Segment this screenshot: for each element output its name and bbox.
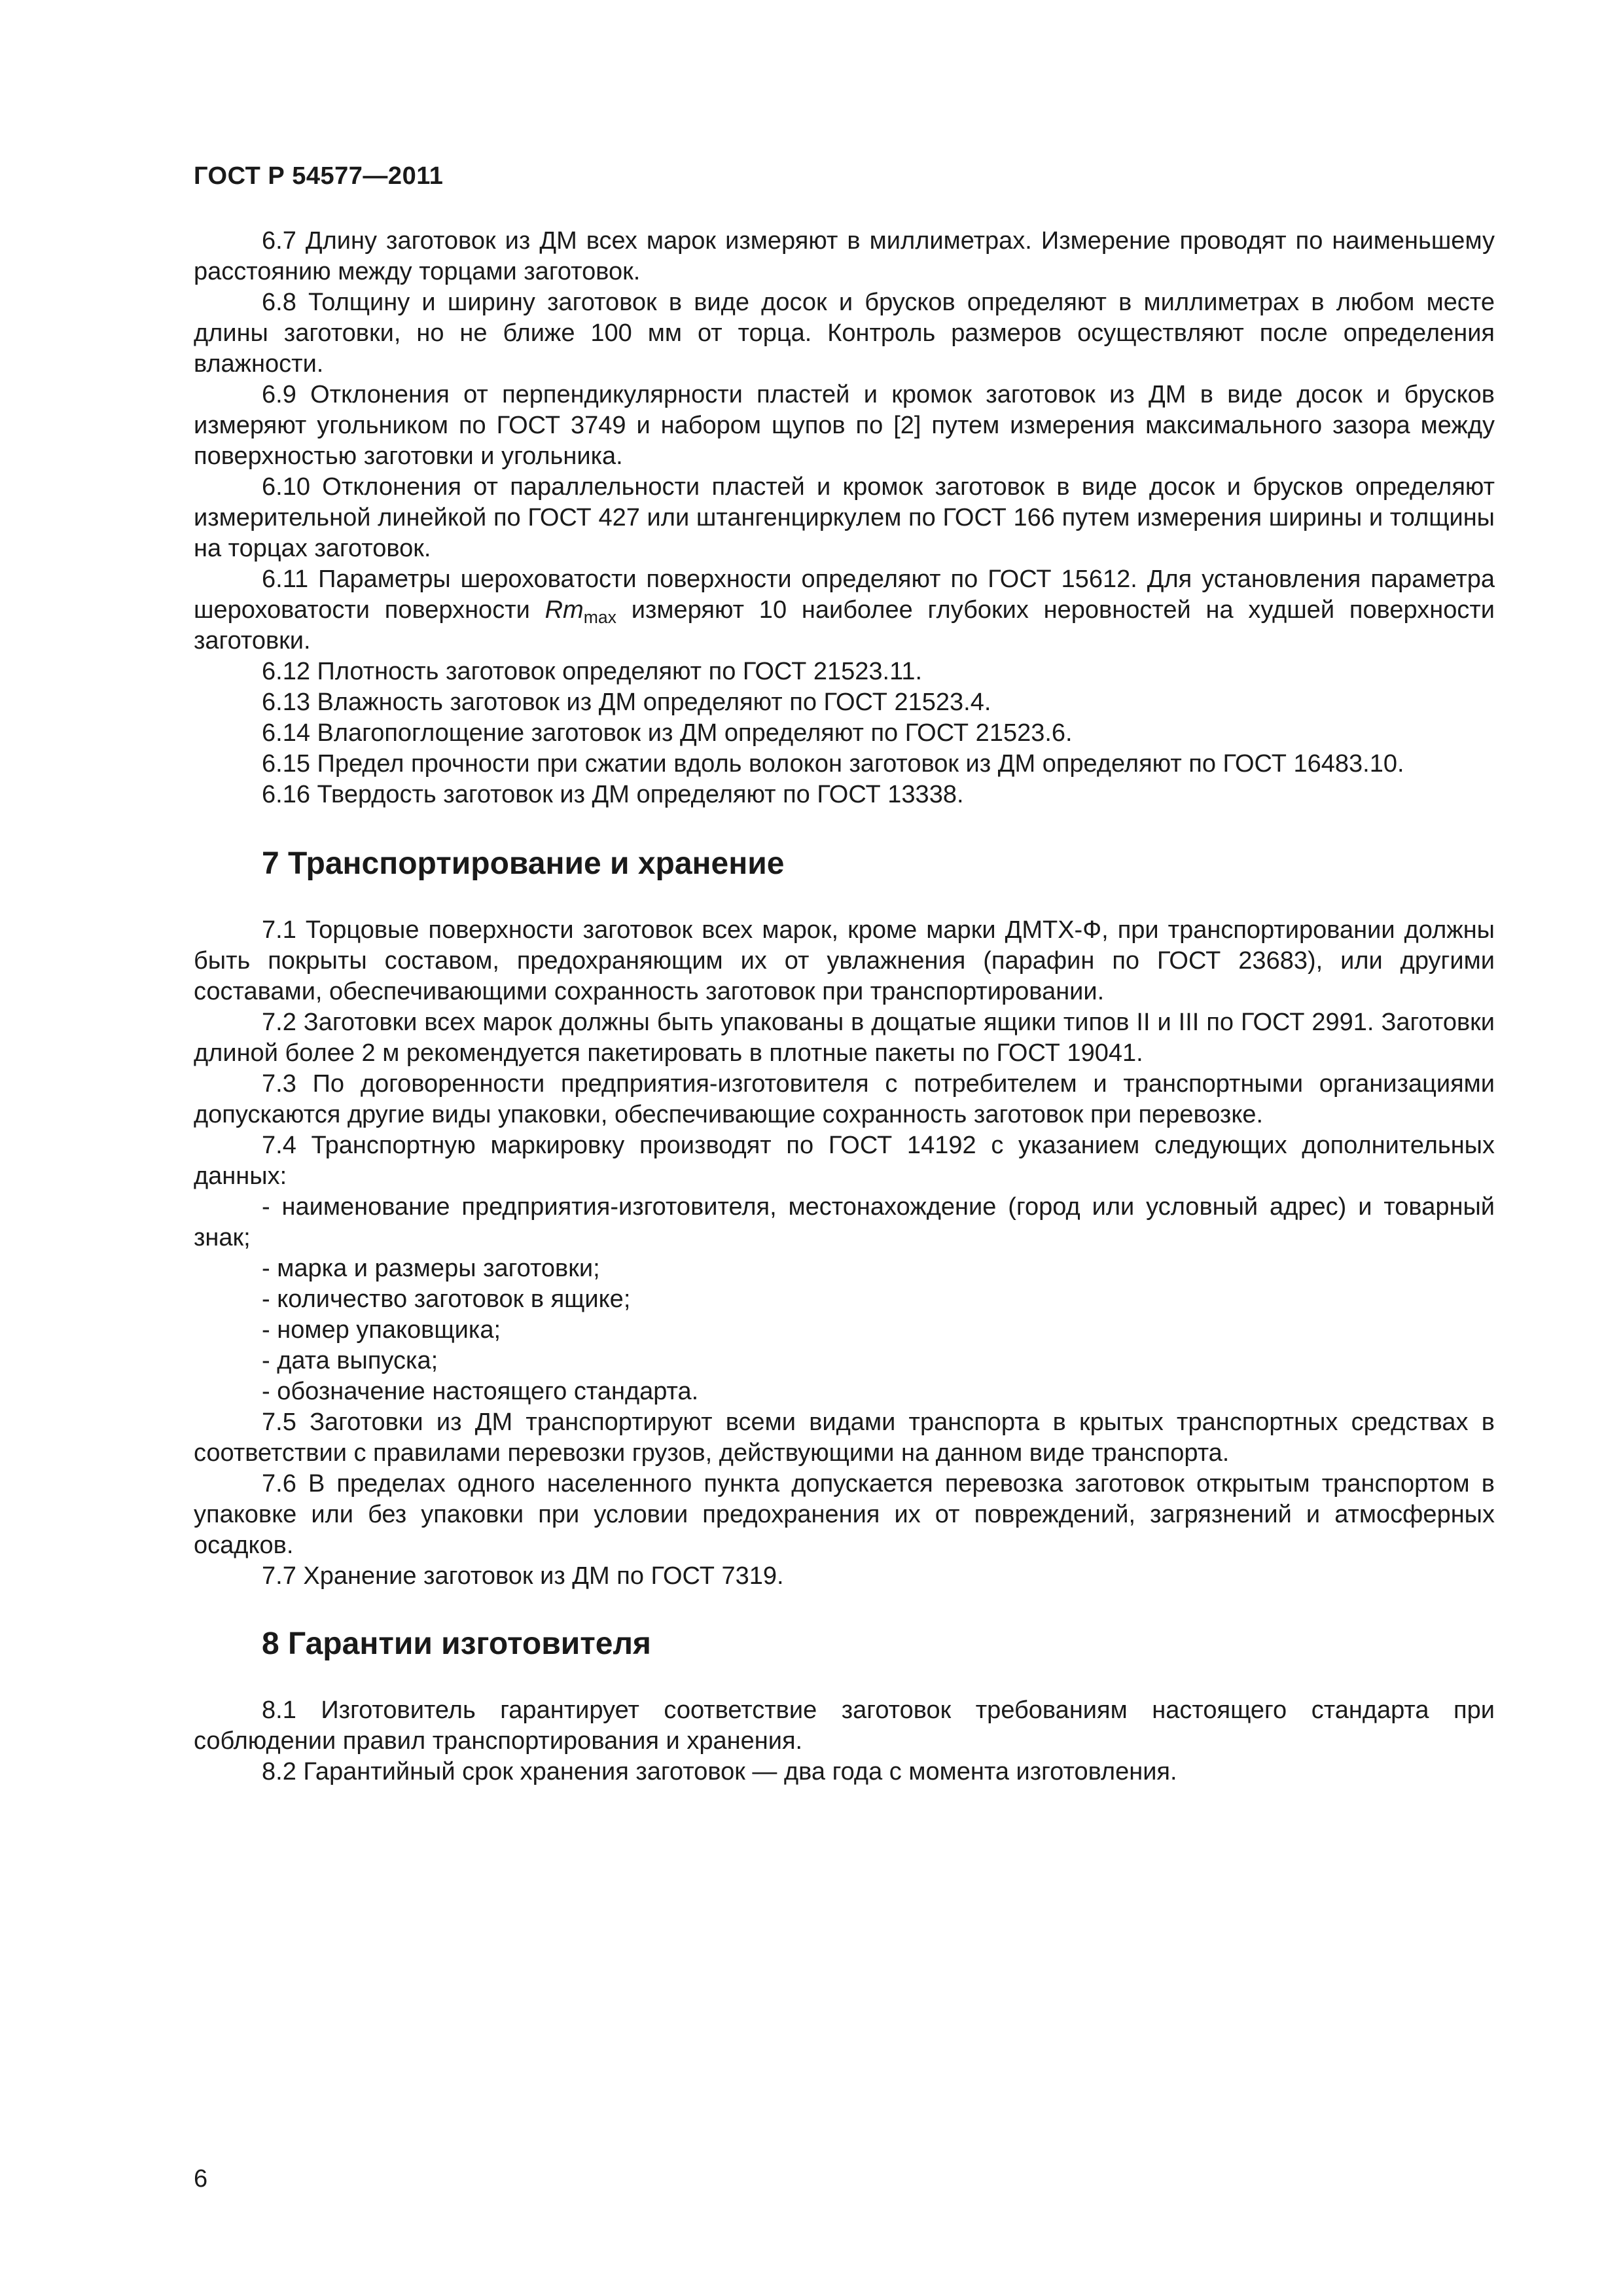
marking-list-item: - номер упаковщика;: [262, 1316, 501, 1344]
paragraph-6-11-start: 6.11 Параметры шероховатости поверхности определяют по ГОСТ 15612. Для установления параметра шероховатости поверхности: [194, 565, 1495, 624]
page-number: 6: [194, 2165, 208, 2193]
paragraph-7-4: 7.4 Транспортную маркировку производят по ГОСТ 14192 с указанием следующих дополнительных данных:: [194, 1132, 1495, 1190]
paragraph-6-8: 6.8 Толщину и ширину заготовок в виде досок и брусков определяют в миллиметрах в любом месте длины заготовки, но не ближе 100 мм от торца. Контроль размеров осуществляют после определения влажности.: [194, 289, 1495, 378]
paragraph-7-5: 7.5 Заготовки из ДМ транспортируют всеми видами транспорта в крытых транспортных средствах в соответствии с правилами перевозки грузов, действующими на данном виде транспорта.: [194, 1408, 1495, 1467]
paragraph-6-11: [194, 564, 1495, 656]
paragraph-6-12: 6.12 Плотность заготовок определяют по ГОСТ 21523.11.: [262, 658, 923, 685]
marking-list-item: - марка и размеры заготовки;: [262, 1255, 600, 1282]
marking-list-item: - дата выпуска;: [262, 1347, 438, 1374]
paragraph-7-6: 7.6 В пределах одного населенного пункта допускается перевозка заготовок открытым транспортом в упаковке или без упаковки при условии предохранения их от повреждений, загрязнений и атмосферных осадков.: [194, 1470, 1495, 1559]
section-7-heading: 7 Транспортирование и хранение: [262, 846, 785, 881]
paragraph-7-3: 7.3 По договоренности предприятия-изготовителя с потребителем и транспортными организациями допускаются другие виды упаковки, обеспечивающие сохранность заготовок при перевозке.: [194, 1070, 1495, 1128]
paragraph-7-2: 7.2 Заготовки всех марок должны быть упакованы в дощатые ящики типов II и III по ГОСТ 2991. Заготовки длиной более 2 м рекомендуется пакетировать в плотные пакеты по ГОСТ 19041.: [194, 1009, 1495, 1067]
paragraph-6-11-end: измеряют 10 наиболее глубоких неровностей на худшей поверхности заготовки.: [194, 596, 1495, 655]
marking-list-item: - обозначение настоящего стандарта.: [262, 1378, 699, 1405]
paragraph-6-13: 6.13 Влажность заготовок из ДМ определяют по ГОСТ 21523.4.: [262, 689, 991, 716]
marking-list-item: - количество заготовок в ящике;: [262, 1285, 631, 1313]
paragraph-6-15: 6.15 Предел прочности при сжатии вдоль волокон заготовок из ДМ определяют по ГОСТ 16483.10.: [262, 750, 1404, 778]
paragraph-8-2: 8.2 Гарантийный срок хранения заготовок — два года с момента изготовления.: [262, 1758, 1177, 1785]
paragraph-8-1: 8.1 Изготовитель гарантирует соответствие заготовок требованиям настоящего стандарта при соблюдении правил транспортирования и хранения.: [194, 1696, 1495, 1755]
section-8-heading: 8 Гарантии изготовителя: [262, 1626, 651, 1661]
paragraph-6-9: 6.9 Отклонения от перпендикулярности пластей и кромок заготовок из ДМ в виде досок и брусков измеряют угольником по ГОСТ 3749 и набором щупов по [2] путем измерения максимального зазора между поверхностью заготовки и угольника.: [194, 381, 1495, 470]
document-body: [194, 226, 1495, 1787]
paragraph-6-7: 6.7 Длину заготовок из ДМ всех марок измеряют в миллиметрах. Измерение проводят по наименьшему расстоянию между торцами заготовок.: [194, 227, 1495, 285]
marking-list-item: - наименование предприятия-изготовителя, местонахождение (город или условный адрес) и товарный знак;: [194, 1193, 1495, 1251]
paragraph-7-1: 7.1 Торцовые поверхности заготовок всех марок, кроме марки ДМТХ-Ф, при транспортировании должны быть покрыты составом, предохраняющим их от увлажнения (парафин по ГОСТ 23683), или другими составами, обеспечивающими сохранность заготовок при транспортировании.: [194, 916, 1495, 1005]
roughness-symbol: Rm: [544, 596, 584, 624]
document-header: ГОСТ Р 54577—2011: [194, 162, 444, 190]
roughness-subscript: max: [583, 607, 616, 627]
paragraph-6-10: 6.10 Отклонения от параллельности пластей и кромок заготовок в виде досок и брусков определяют измерительной линейкой по ГОСТ 427 или штангенциркулем по ГОСТ 166 путем измерения ширины и толщины на торцах заготовок.: [194, 473, 1495, 562]
paragraph-6-14: 6.14 Влагопоглощение заготовок из ДМ определяют по ГОСТ 21523.6.: [262, 719, 1073, 747]
paragraph-6-16: 6.16 Твердость заготовок из ДМ определяют по ГОСТ 13338.: [262, 781, 964, 808]
paragraph-7-7: 7.7 Хранение заготовок из ДМ по ГОСТ 7319.: [262, 1562, 784, 1590]
